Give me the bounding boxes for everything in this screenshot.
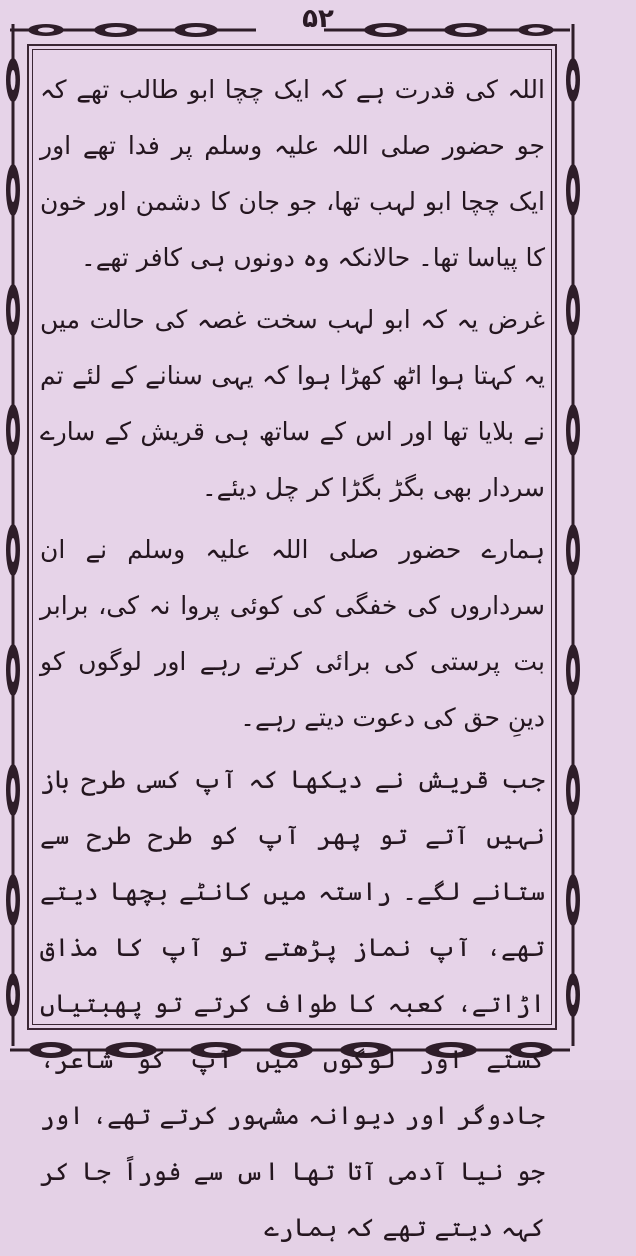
paragraph: اللہ کی قدرت ہے کہ ایک چچا ابو طالب تھے کہ جو حضور صلی اللہ علیہ وسلم پر فدا تھے اور ایک چچا ابو لہب تھا، جو جان کا دشمن اور خون کا پیاسا تھا۔ حالانکہ وہ دونوں ہی کافر تھے۔: [40, 75, 545, 272]
paragraph: جب قریش نے دیکھا کہ آپ کسی طرح باز نہیں آتے تو پھر آپ کو طرح طرح سے ستانے لگے۔ راستہ میں کانٹے بچھا دیتے تھے، آپ نماز پڑھتے تو آپ کا مذاق اڑاتے، کعبہ کا طواف کرتے تو پھبتیاں کستے اور لوگوں میں آپ کو شاعر، جادوگر اور دیوانہ مشہور کرتے تھے، اور جو نیا آدمی آتا تھا اس سے فوراً جا کر کہہ دیتے تھے کہ ہمارے: [40, 765, 545, 1242]
paragraph: غرض یہ کہ ابو لہب سخت غصہ کی حالت میں یہ کہتا ہوا اٹھ کھڑا ہوا کہ یہی سنانے کے لئے تم نے بلایا تھا اور اس کے ساتھ ہی قریش کے سارے سردار بھی بگڑ بگڑا کر چل دیئے۔: [40, 305, 545, 502]
page-text: [40, 62, 545, 1242]
left-ornament-border: [0, 20, 26, 1050]
paragraph: ہمارے حضور صلی اللہ علیہ وسلم نے ان سرداروں کی خفگی کی کوئی پروا نہ کی، برابر بت پرستی کی برائی کرتے رہے اور لوگوں کو دینِ حق کی دعوت دیتے رہے۔: [40, 535, 545, 732]
right-ornament-border: [560, 20, 586, 1050]
page-number: ۵۲: [302, 4, 334, 34]
